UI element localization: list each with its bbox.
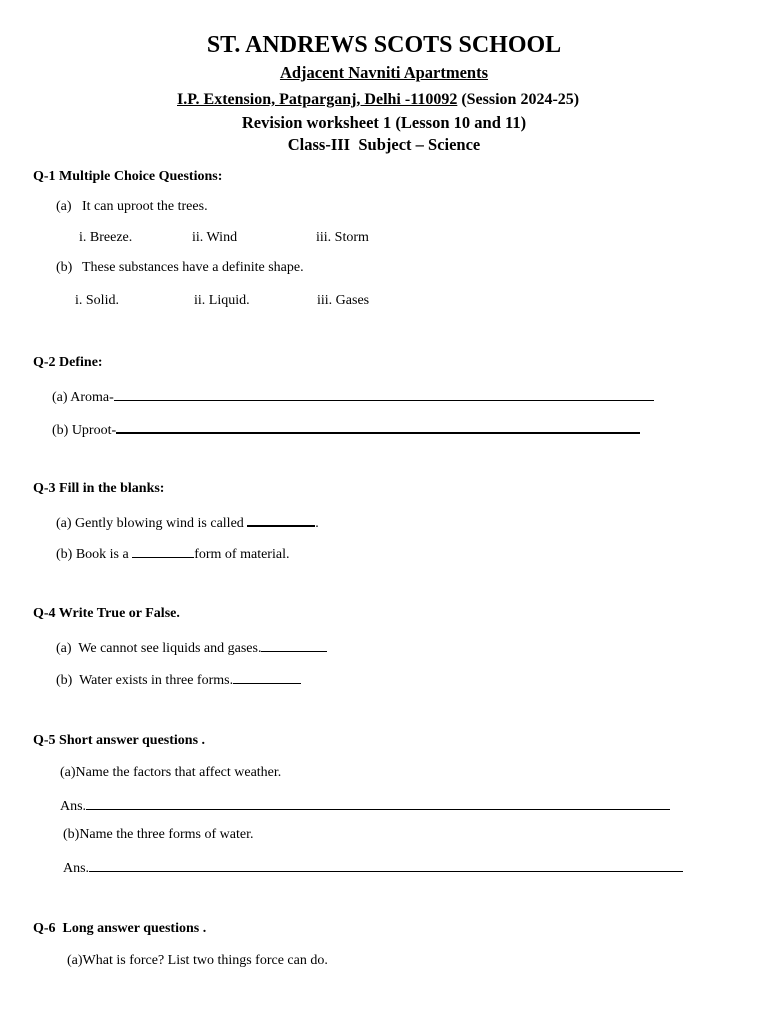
q1b-option-1: i. Solid.	[75, 293, 119, 308]
q4a-row	[56, 637, 327, 658]
q4b-row	[56, 669, 301, 690]
answer-line[interactable]	[86, 795, 670, 810]
q3b-end: form of material.	[194, 547, 290, 562]
answer-line[interactable]	[233, 669, 301, 684]
q5-heading: Q-5 Short answer questions .	[33, 733, 206, 748]
q2b-row	[52, 418, 640, 440]
answer-line[interactable]	[89, 857, 683, 872]
q1-heading: Q-1 Multiple Choice Questions:	[33, 169, 223, 184]
q3-heading: Q-3 Fill in the blanks:	[33, 481, 165, 496]
address-2-text: I.P. Extension, Patparganj, Delhi -110092	[177, 91, 458, 108]
q1b-option-2: ii. Liquid.	[194, 293, 250, 308]
address-line-2	[177, 90, 579, 110]
q1a-label: (a)	[56, 199, 72, 214]
class-subject: Class-III Subject – Science	[287, 135, 481, 154]
q4b-text: (b) Water exists in three forms.	[56, 673, 234, 688]
q1a-question: It can uproot the trees.	[82, 199, 208, 214]
q1b-question: These substances have a definite shape.	[82, 260, 304, 275]
answer-line[interactable]	[116, 418, 640, 434]
q6-heading: Q-6 Long answer questions .	[33, 921, 207, 936]
answer-line[interactable]	[114, 386, 654, 401]
q4-heading: Q-4 Write True or False.	[33, 606, 180, 621]
school-name: ST. ANDREWS SCOTS SCHOOL	[206, 32, 562, 58]
q3a-text: (a) Gently blowing wind is called	[56, 516, 244, 531]
q1a-option-2: ii. Wind	[192, 230, 238, 245]
q5a-answer-row	[60, 795, 670, 816]
q2b-text: (b) Uproot-	[52, 423, 117, 438]
q5b-question: (b)Name the three forms of water.	[63, 827, 254, 842]
q5b-ans-label: Ans.	[63, 861, 90, 876]
answer-line[interactable]	[261, 637, 327, 652]
q3b-text: (b) Book is a	[56, 547, 129, 562]
q5a-question: (a)Name the factors that affect weather.	[60, 765, 282, 780]
blank-line[interactable]	[247, 511, 315, 527]
q1b-label: (b)	[56, 260, 73, 275]
q3a-row	[56, 511, 319, 533]
q4a-text: (a) We cannot see liquids and gases.	[56, 641, 262, 656]
q2a-row	[52, 386, 654, 407]
worksheet-title: Revision worksheet 1 (Lesson 10 and 11)	[241, 113, 527, 132]
q1a-option-1: i. Breeze.	[79, 230, 133, 245]
q3b-row	[56, 543, 289, 564]
q2a-text: (a) Aroma-	[52, 390, 114, 405]
blank-line[interactable]	[132, 543, 194, 558]
address-line-1	[0, 63, 768, 83]
session-text: (Session 2024-25)	[461, 91, 580, 108]
q6a-question: (a)What is force? List two things force can do.	[67, 953, 328, 968]
q1b-option-3: iii. Gases	[317, 293, 370, 308]
q3a-end: .	[315, 516, 319, 531]
q5a-ans-label: Ans.	[60, 799, 87, 814]
q5b-answer-row	[63, 857, 683, 878]
q1a-option-3: iii. Storm	[316, 230, 369, 245]
address-1-text: Adjacent Navniti Apartments	[279, 63, 489, 82]
q2-heading: Q-2 Define:	[33, 355, 103, 370]
